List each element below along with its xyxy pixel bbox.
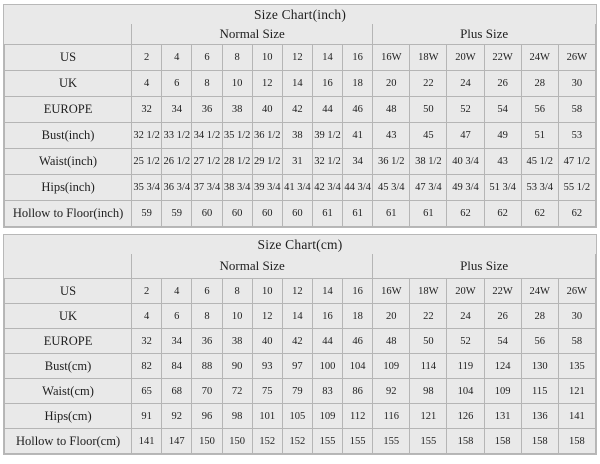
table-cell: 59: [132, 201, 162, 227]
table-cell: 62: [521, 201, 558, 227]
table-cell: 124: [484, 354, 521, 379]
table-cell: 92: [373, 379, 410, 404]
table-cell: 56: [521, 329, 558, 354]
table-cell: 49: [484, 123, 521, 149]
row-label: Hips(inch): [5, 175, 132, 201]
row-label: Waist(inch): [5, 149, 132, 175]
table-cell: 48: [373, 97, 410, 123]
table-cell: 38 1/2: [410, 149, 447, 175]
table-cell: 56: [521, 97, 558, 123]
size-chart-inch: [3, 4, 597, 228]
corner-cell: [5, 24, 132, 45]
row-label: US: [5, 279, 132, 304]
table-cell: 18: [343, 304, 373, 329]
table-cell: 115: [521, 379, 558, 404]
table-cell: 104: [447, 379, 484, 404]
table-cell: 10: [252, 279, 282, 304]
chart-title: Size Chart(cm): [5, 235, 596, 254]
table-cell: 112: [343, 404, 373, 429]
table-cell: 22: [410, 304, 447, 329]
table-cell: 38 3/4: [222, 175, 252, 201]
table-cell: 61: [410, 201, 447, 227]
table-cell: 61: [343, 201, 373, 227]
table-cell: 52: [447, 329, 484, 354]
table-cell: 41: [343, 123, 373, 149]
table-cell: 36: [192, 329, 222, 354]
table-cell: 14: [312, 45, 342, 71]
table-row: [5, 404, 596, 429]
table-cell: 141: [132, 429, 162, 454]
table-cell: 20: [373, 71, 410, 97]
table-row: [5, 201, 596, 227]
table-cell: 152: [282, 429, 312, 454]
table-cell: 44 3/4: [343, 175, 373, 201]
table-cell: 10: [252, 45, 282, 71]
table-cell: 34: [162, 329, 192, 354]
table-cell: 24W: [521, 279, 558, 304]
group-header-normal: Normal Size: [132, 24, 373, 45]
table-cell: 93: [252, 354, 282, 379]
table-cell: 39 1/2: [312, 123, 342, 149]
table-cell: 59: [162, 201, 192, 227]
table-cell: 98: [222, 404, 252, 429]
table-cell: 126: [447, 404, 484, 429]
table-cell: 16: [312, 304, 342, 329]
table-row: [5, 175, 596, 201]
table-cell: 16: [343, 45, 373, 71]
table-cell: 6: [192, 45, 222, 71]
table-cell: 32 1/2: [132, 123, 162, 149]
table-row: [5, 149, 596, 175]
table-row: [5, 45, 596, 71]
size-chart-cm: [3, 234, 597, 455]
table-cell: 43: [484, 149, 521, 175]
row-label: Hollow to Floor(inch): [5, 201, 132, 227]
size-chart-inch-table: [4, 5, 596, 227]
table-cell: 44: [312, 329, 342, 354]
table-cell: 30: [558, 304, 595, 329]
table-cell: 26W: [558, 279, 595, 304]
table-cell: 2: [132, 45, 162, 71]
table-cell: 26 1/2: [162, 149, 192, 175]
table-cell: 16: [343, 279, 373, 304]
table-cell: 54: [484, 329, 521, 354]
size-chart-cm-table: [4, 235, 596, 454]
table-cell: 52: [447, 97, 484, 123]
table-cell: 55 1/2: [558, 175, 595, 201]
table-row: [5, 329, 596, 354]
table-cell: 53: [558, 123, 595, 149]
table-cell: 25 1/2: [132, 149, 162, 175]
table-cell: 32 1/2: [312, 149, 342, 175]
table-cell: 141: [558, 404, 595, 429]
table-cell: 96: [192, 404, 222, 429]
table-cell: 8: [222, 279, 252, 304]
table-cell: 36 1/2: [252, 123, 282, 149]
table-cell: 12: [252, 71, 282, 97]
table-cell: 92: [162, 404, 192, 429]
table-cell: 79: [282, 379, 312, 404]
row-label: UK: [5, 71, 132, 97]
table-cell: 65: [132, 379, 162, 404]
table-cell: 155: [343, 429, 373, 454]
table-cell: 100: [312, 354, 342, 379]
table-cell: 35 1/2: [222, 123, 252, 149]
table-cell: 158: [558, 429, 595, 454]
table-cell: 4: [162, 45, 192, 71]
table-cell: 109: [373, 354, 410, 379]
group-header-row: [5, 24, 596, 45]
table-cell: 54: [484, 97, 521, 123]
table-cell: 18W: [410, 279, 447, 304]
table-cell: 158: [521, 429, 558, 454]
table-cell: 22: [410, 71, 447, 97]
row-label: UK: [5, 304, 132, 329]
table-cell: 41 3/4: [282, 175, 312, 201]
table-cell: 8: [192, 304, 222, 329]
table-cell: 34: [162, 97, 192, 123]
table-cell: 61: [312, 201, 342, 227]
row-label: EUROPE: [5, 329, 132, 354]
table-row: [5, 354, 596, 379]
table-cell: 47: [447, 123, 484, 149]
table-cell: 82: [132, 354, 162, 379]
table-cell: 26: [484, 71, 521, 97]
table-cell: 38: [282, 123, 312, 149]
table-cell: 8: [222, 45, 252, 71]
table-cell: 53 3/4: [521, 175, 558, 201]
table-cell: 109: [484, 379, 521, 404]
table-cell: 131: [484, 404, 521, 429]
table-cell: 10: [222, 304, 252, 329]
table-cell: 58: [558, 97, 595, 123]
table-row: [5, 429, 596, 454]
table-cell: 12: [252, 304, 282, 329]
table-cell: 35 3/4: [132, 175, 162, 201]
table-cell: 44: [312, 97, 342, 123]
table-cell: 58: [558, 329, 595, 354]
table-cell: 45 1/2: [521, 149, 558, 175]
table-row: [5, 379, 596, 404]
table-cell: 155: [373, 429, 410, 454]
table-cell: 68: [162, 379, 192, 404]
table-cell: 121: [558, 379, 595, 404]
table-cell: 4: [132, 71, 162, 97]
table-cell: 16: [312, 71, 342, 97]
row-label: Hips(cm): [5, 404, 132, 429]
table-cell: 20W: [447, 45, 484, 71]
table-cell: 130: [521, 354, 558, 379]
table-cell: 6: [162, 71, 192, 97]
table-cell: 152: [252, 429, 282, 454]
table-cell: 101: [252, 404, 282, 429]
table-cell: 32: [132, 329, 162, 354]
table-cell: 6: [162, 304, 192, 329]
table-cell: 86: [343, 379, 373, 404]
table-cell: 16W: [373, 279, 410, 304]
table-cell: 47 3/4: [410, 175, 447, 201]
table-cell: 42: [282, 97, 312, 123]
table-cell: 24: [447, 304, 484, 329]
table-cell: 91: [132, 404, 162, 429]
table-cell: 62: [447, 201, 484, 227]
table-cell: 121: [410, 404, 447, 429]
table-cell: 45: [410, 123, 447, 149]
table-row: [5, 279, 596, 304]
table-cell: 18W: [410, 45, 447, 71]
table-cell: 12: [282, 279, 312, 304]
row-label: Hollow to Floor(cm): [5, 429, 132, 454]
group-header-row: [5, 254, 596, 279]
table-cell: 34 1/2: [192, 123, 222, 149]
chart-title-row: [5, 235, 596, 254]
table-cell: 37 3/4: [192, 175, 222, 201]
table-cell: 45 3/4: [373, 175, 410, 201]
table-cell: 62: [484, 201, 521, 227]
table-cell: 12: [282, 45, 312, 71]
table-cell: 114: [410, 354, 447, 379]
table-cell: 16W: [373, 45, 410, 71]
row-label: Waist(cm): [5, 379, 132, 404]
table-cell: 155: [312, 429, 342, 454]
table-cell: 20W: [447, 279, 484, 304]
table-cell: 147: [162, 429, 192, 454]
table-row: [5, 71, 596, 97]
table-cell: 49 3/4: [447, 175, 484, 201]
table-cell: 14: [282, 304, 312, 329]
table-cell: 84: [162, 354, 192, 379]
group-header-plus: Plus Size: [373, 254, 596, 279]
table-cell: 26: [484, 304, 521, 329]
table-cell: 30: [558, 71, 595, 97]
group-header-plus: Plus Size: [373, 24, 596, 45]
table-cell: 135: [558, 354, 595, 379]
table-cell: 97: [282, 354, 312, 379]
table-cell: 60: [222, 201, 252, 227]
table-cell: 40: [252, 97, 282, 123]
table-cell: 70: [192, 379, 222, 404]
table-cell: 27 1/2: [192, 149, 222, 175]
table-cell: 31: [282, 149, 312, 175]
table-cell: 61: [373, 201, 410, 227]
table-cell: 28: [521, 71, 558, 97]
table-cell: 48: [373, 329, 410, 354]
table-cell: 26W: [558, 45, 595, 71]
table-cell: 36 1/2: [373, 149, 410, 175]
table-cell: 4: [132, 304, 162, 329]
table-cell: 104: [343, 354, 373, 379]
row-label: Bust(cm): [5, 354, 132, 379]
table-cell: 105: [282, 404, 312, 429]
table-cell: 88: [192, 354, 222, 379]
table-cell: 24: [447, 71, 484, 97]
row-label: US: [5, 45, 132, 71]
table-cell: 4: [162, 279, 192, 304]
table-cell: 50: [410, 329, 447, 354]
corner-cell: [5, 254, 132, 279]
table-cell: 18: [343, 71, 373, 97]
table-cell: 98: [410, 379, 447, 404]
table-cell: 43: [373, 123, 410, 149]
table-cell: 24W: [521, 45, 558, 71]
table-cell: 60: [192, 201, 222, 227]
table-cell: 109: [312, 404, 342, 429]
table-cell: 158: [484, 429, 521, 454]
group-header-normal: Normal Size: [132, 254, 373, 279]
table-cell: 14: [282, 71, 312, 97]
table-row: [5, 304, 596, 329]
table-cell: 40: [252, 329, 282, 354]
table-cell: 46: [343, 329, 373, 354]
table-cell: 46: [343, 97, 373, 123]
table-cell: 116: [373, 404, 410, 429]
table-cell: 20: [373, 304, 410, 329]
table-cell: 47 1/2: [558, 149, 595, 175]
table-cell: 39 3/4: [252, 175, 282, 201]
table-row: [5, 97, 596, 123]
table-cell: 34: [343, 149, 373, 175]
table-cell: 83: [312, 379, 342, 404]
table-cell: 14: [312, 279, 342, 304]
table-cell: 62: [558, 201, 595, 227]
table-cell: 22W: [484, 45, 521, 71]
table-row: [5, 123, 596, 149]
table-cell: 32: [132, 97, 162, 123]
table-cell: 2: [132, 279, 162, 304]
row-label: Bust(inch): [5, 123, 132, 149]
table-cell: 50: [410, 97, 447, 123]
table-cell: 150: [222, 429, 252, 454]
table-cell: 36: [192, 97, 222, 123]
table-cell: 28 1/2: [222, 149, 252, 175]
table-cell: 22W: [484, 279, 521, 304]
table-cell: 119: [447, 354, 484, 379]
chart-title-row: [5, 5, 596, 24]
table-cell: 8: [192, 71, 222, 97]
table-cell: 51: [521, 123, 558, 149]
table-cell: 60: [252, 201, 282, 227]
table-cell: 33 1/2: [162, 123, 192, 149]
table-cell: 28: [521, 304, 558, 329]
table-cell: 40 3/4: [447, 149, 484, 175]
table-cell: 60: [282, 201, 312, 227]
table-cell: 6: [192, 279, 222, 304]
table-cell: 72: [222, 379, 252, 404]
table-cell: 75: [252, 379, 282, 404]
table-cell: 38: [222, 97, 252, 123]
chart-title: Size Chart(inch): [5, 5, 596, 24]
table-cell: 158: [447, 429, 484, 454]
table-cell: 51 3/4: [484, 175, 521, 201]
table-cell: 155: [410, 429, 447, 454]
row-label: EUROPE: [5, 97, 132, 123]
table-cell: 38: [222, 329, 252, 354]
table-cell: 90: [222, 354, 252, 379]
table-cell: 136: [521, 404, 558, 429]
table-cell: 29 1/2: [252, 149, 282, 175]
table-cell: 36 3/4: [162, 175, 192, 201]
table-cell: 150: [192, 429, 222, 454]
table-cell: 10: [222, 71, 252, 97]
table-cell: 42 3/4: [312, 175, 342, 201]
table-cell: 42: [282, 329, 312, 354]
